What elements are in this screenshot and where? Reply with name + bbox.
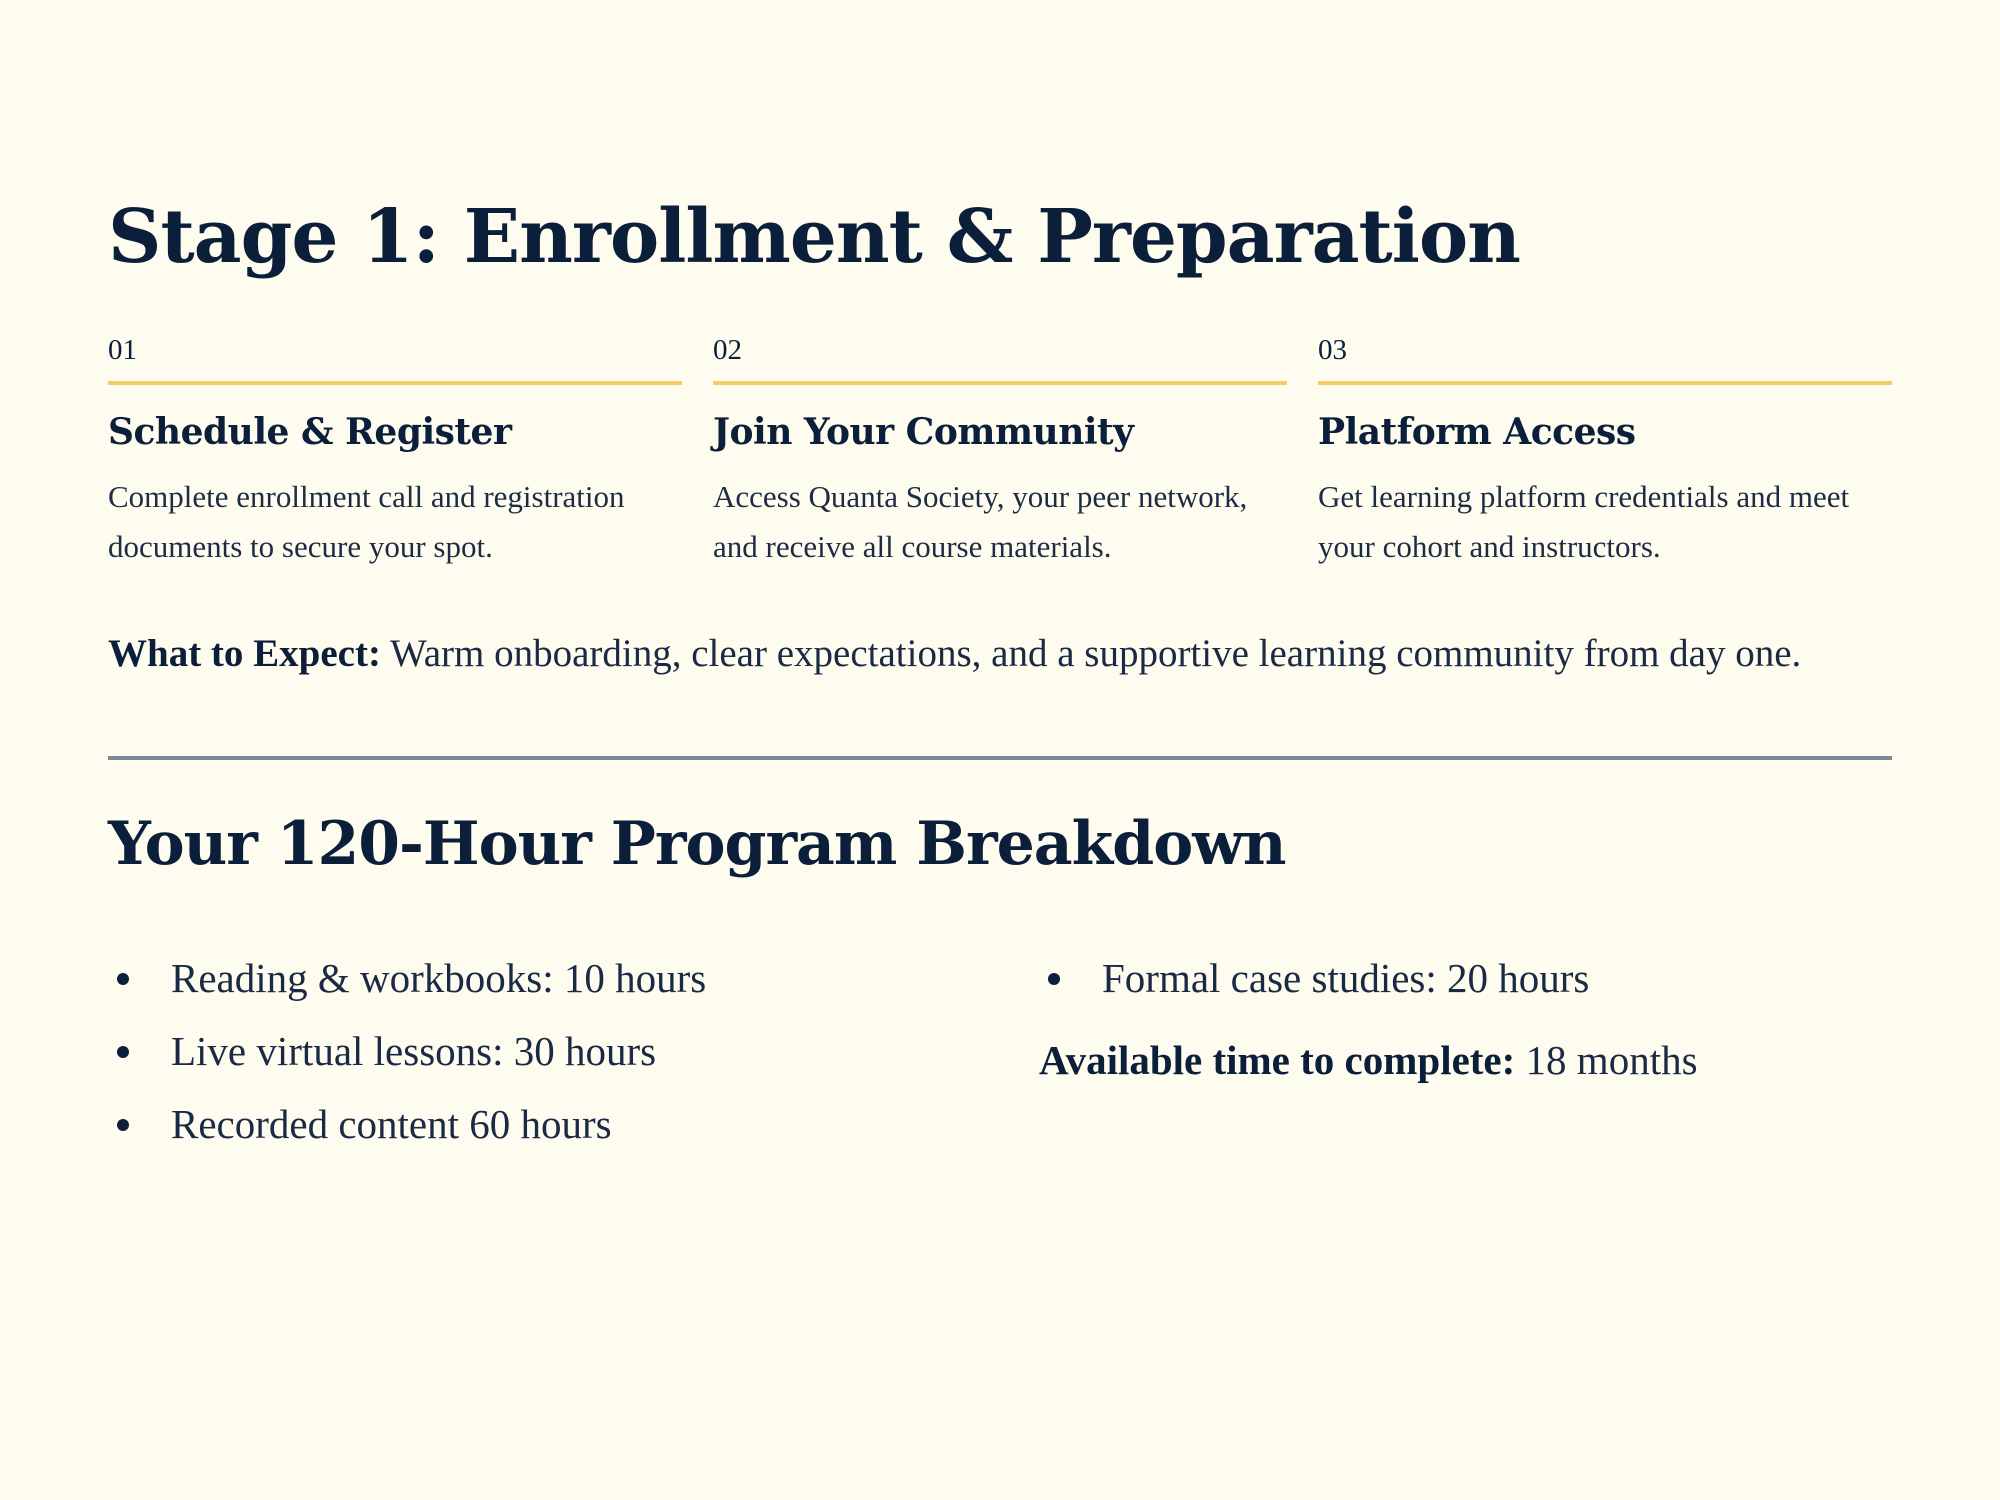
list-item-text: Reading & workbooks: 10 hours <box>171 955 707 1002</box>
available-time <box>1039 1032 1892 1088</box>
step-title: Platform Access <box>1318 411 1636 453</box>
stage-title: Stage 1: Enrollment & Preparation <box>108 194 1520 280</box>
section-divider <box>108 756 1892 760</box>
available-time-value: 18 months <box>1515 1037 1698 1084</box>
step-number: 02 <box>713 336 1287 385</box>
available-time-label: Available time to complete: <box>1039 1037 1516 1084</box>
breakdown-right-column <box>1039 942 1892 1161</box>
list-item-text: Formal case studies: 20 hours <box>1102 955 1590 1002</box>
steps-row <box>108 336 1892 572</box>
what-to-expect <box>108 622 1892 686</box>
list-item <box>108 1088 1039 1161</box>
step-card-3 <box>1318 336 1892 572</box>
step-title: Schedule & Register <box>108 411 512 453</box>
breakdown-columns <box>108 942 1892 1161</box>
step-number: 03 <box>1318 336 1892 385</box>
bullet-icon <box>1048 973 1060 985</box>
list-item <box>1039 942 1892 1015</box>
what-to-expect-label: What to Expect: <box>108 632 381 676</box>
step-description: Get learning platform credentials and meet your cohort and instructors. <box>1318 479 1850 565</box>
bullet-icon <box>117 1046 129 1058</box>
breakdown-title: Your 120-Hour Program Breakdown <box>108 809 1286 880</box>
step-card-1 <box>108 336 682 572</box>
list-item <box>108 1015 1039 1088</box>
step-description: Complete enrollment call and registration documents to secure your spot. <box>108 479 625 565</box>
list-item-text: Live virtual lessons: 30 hours <box>171 1028 657 1075</box>
step-number: 01 <box>108 336 682 385</box>
what-to-expect-text: Warm onboarding, clear expectations, and a supportive learning community from day one. <box>380 632 1802 676</box>
page-content <box>108 194 1892 1161</box>
list-item-text: Recorded content 60 hours <box>171 1101 612 1148</box>
hours-list-right <box>1039 942 1892 1015</box>
list-item <box>108 942 1039 1015</box>
bullet-icon <box>117 973 129 985</box>
breakdown-left-column <box>108 942 1039 1161</box>
step-title: Join Your Community <box>713 411 1134 453</box>
hours-list-left <box>108 942 1039 1161</box>
step-description: Access Quanta Society, your peer network, and receive all course materials. <box>713 479 1248 565</box>
bullet-icon <box>117 1119 129 1131</box>
step-card-2 <box>713 336 1287 572</box>
